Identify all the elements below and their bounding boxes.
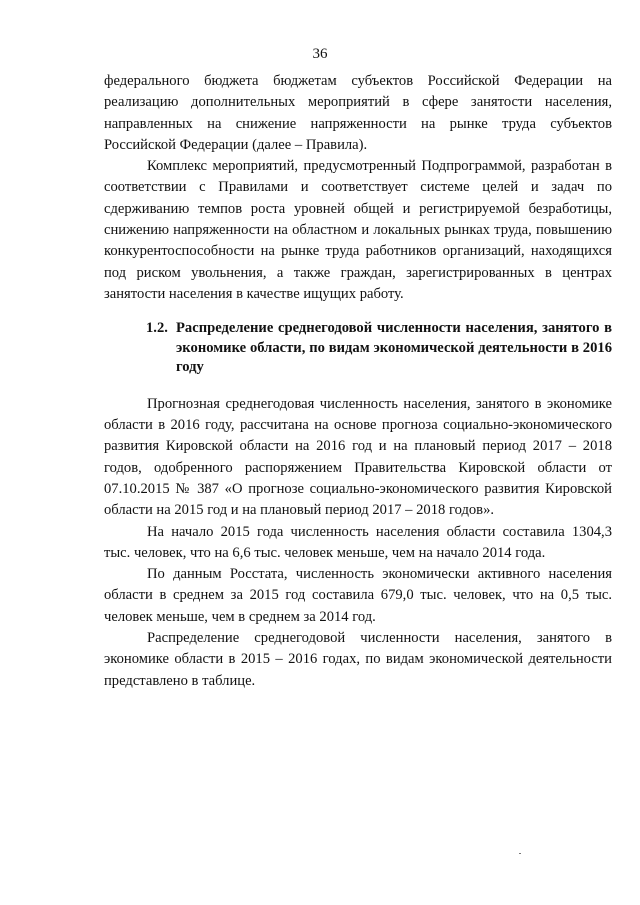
section-title: Распределение среднегодовой численности населения, занятого в экономике области, по видам экономической деятельности в 2016 году [176,320,612,376]
page-number: 36 [312,46,328,62]
paragraph-rosstat: По данным Росстата, численность экономически активного населения области в среднем за 2015 год составила 679,0 тыс. человек, что на 0,5 тыс. человек меньше, чем в среднем за 2014 год. [104,566,612,625]
section-heading [104,319,612,378]
document-body [104,71,612,692]
section-number: 1.2. [146,320,168,337]
paragraph-continuation: федерального бюджета бюджетам субъектов Российской Федерации на реализацию дополнительных мероприятий в сфере занятости населения, направленных на снижение напряженности на рынке труда субъектов Российской Федерации (далее – Правила). [104,73,612,153]
paragraph-activities: Комплекс мероприятий, предусмотренный Подпрограммой, разработан в соответствии с Правилами и соответствует системе целей и задач по сдерживанию темпов роста уровней общей и регистрируемой безработицы, снижению напряженности на областном и локальных рынках труда, повышению конкурентоспособности на рынке труда работников организаций, находящихся под риском увольнения, а также граждан, зарегистрированных в центрах занятости населения в качестве ищущих работу. [104,158,612,302]
paragraph-distribution: Распределение среднегодовой численности населения, занятого в экономике области в 2015 – 2016 годах, по видам экономической деятельности представлено в таблице. [104,630,612,689]
scan-speck [519,853,521,854]
paragraph-forecast: Прогнозная среднегодовая численность населения, занятого в экономике области в 2016 году, рассчитана на основе прогноза социально-экономического развития Кировской области на 2016 год и на плановый период 2017 – 2018 годов, одобренного распоряжением Правительства Кировской области от 07.10.2015 № 387 «О прогнозе социально-экономического развития Кировской области на 2015 год и на плановый период 2017 – 2018 годов». [104,395,612,519]
paragraph-population: На начало 2015 года численность населения области составила 1304,3 тыс. человек, что на 6,6 тыс. человек меньше, чем на начало 2014 года. [104,523,612,561]
